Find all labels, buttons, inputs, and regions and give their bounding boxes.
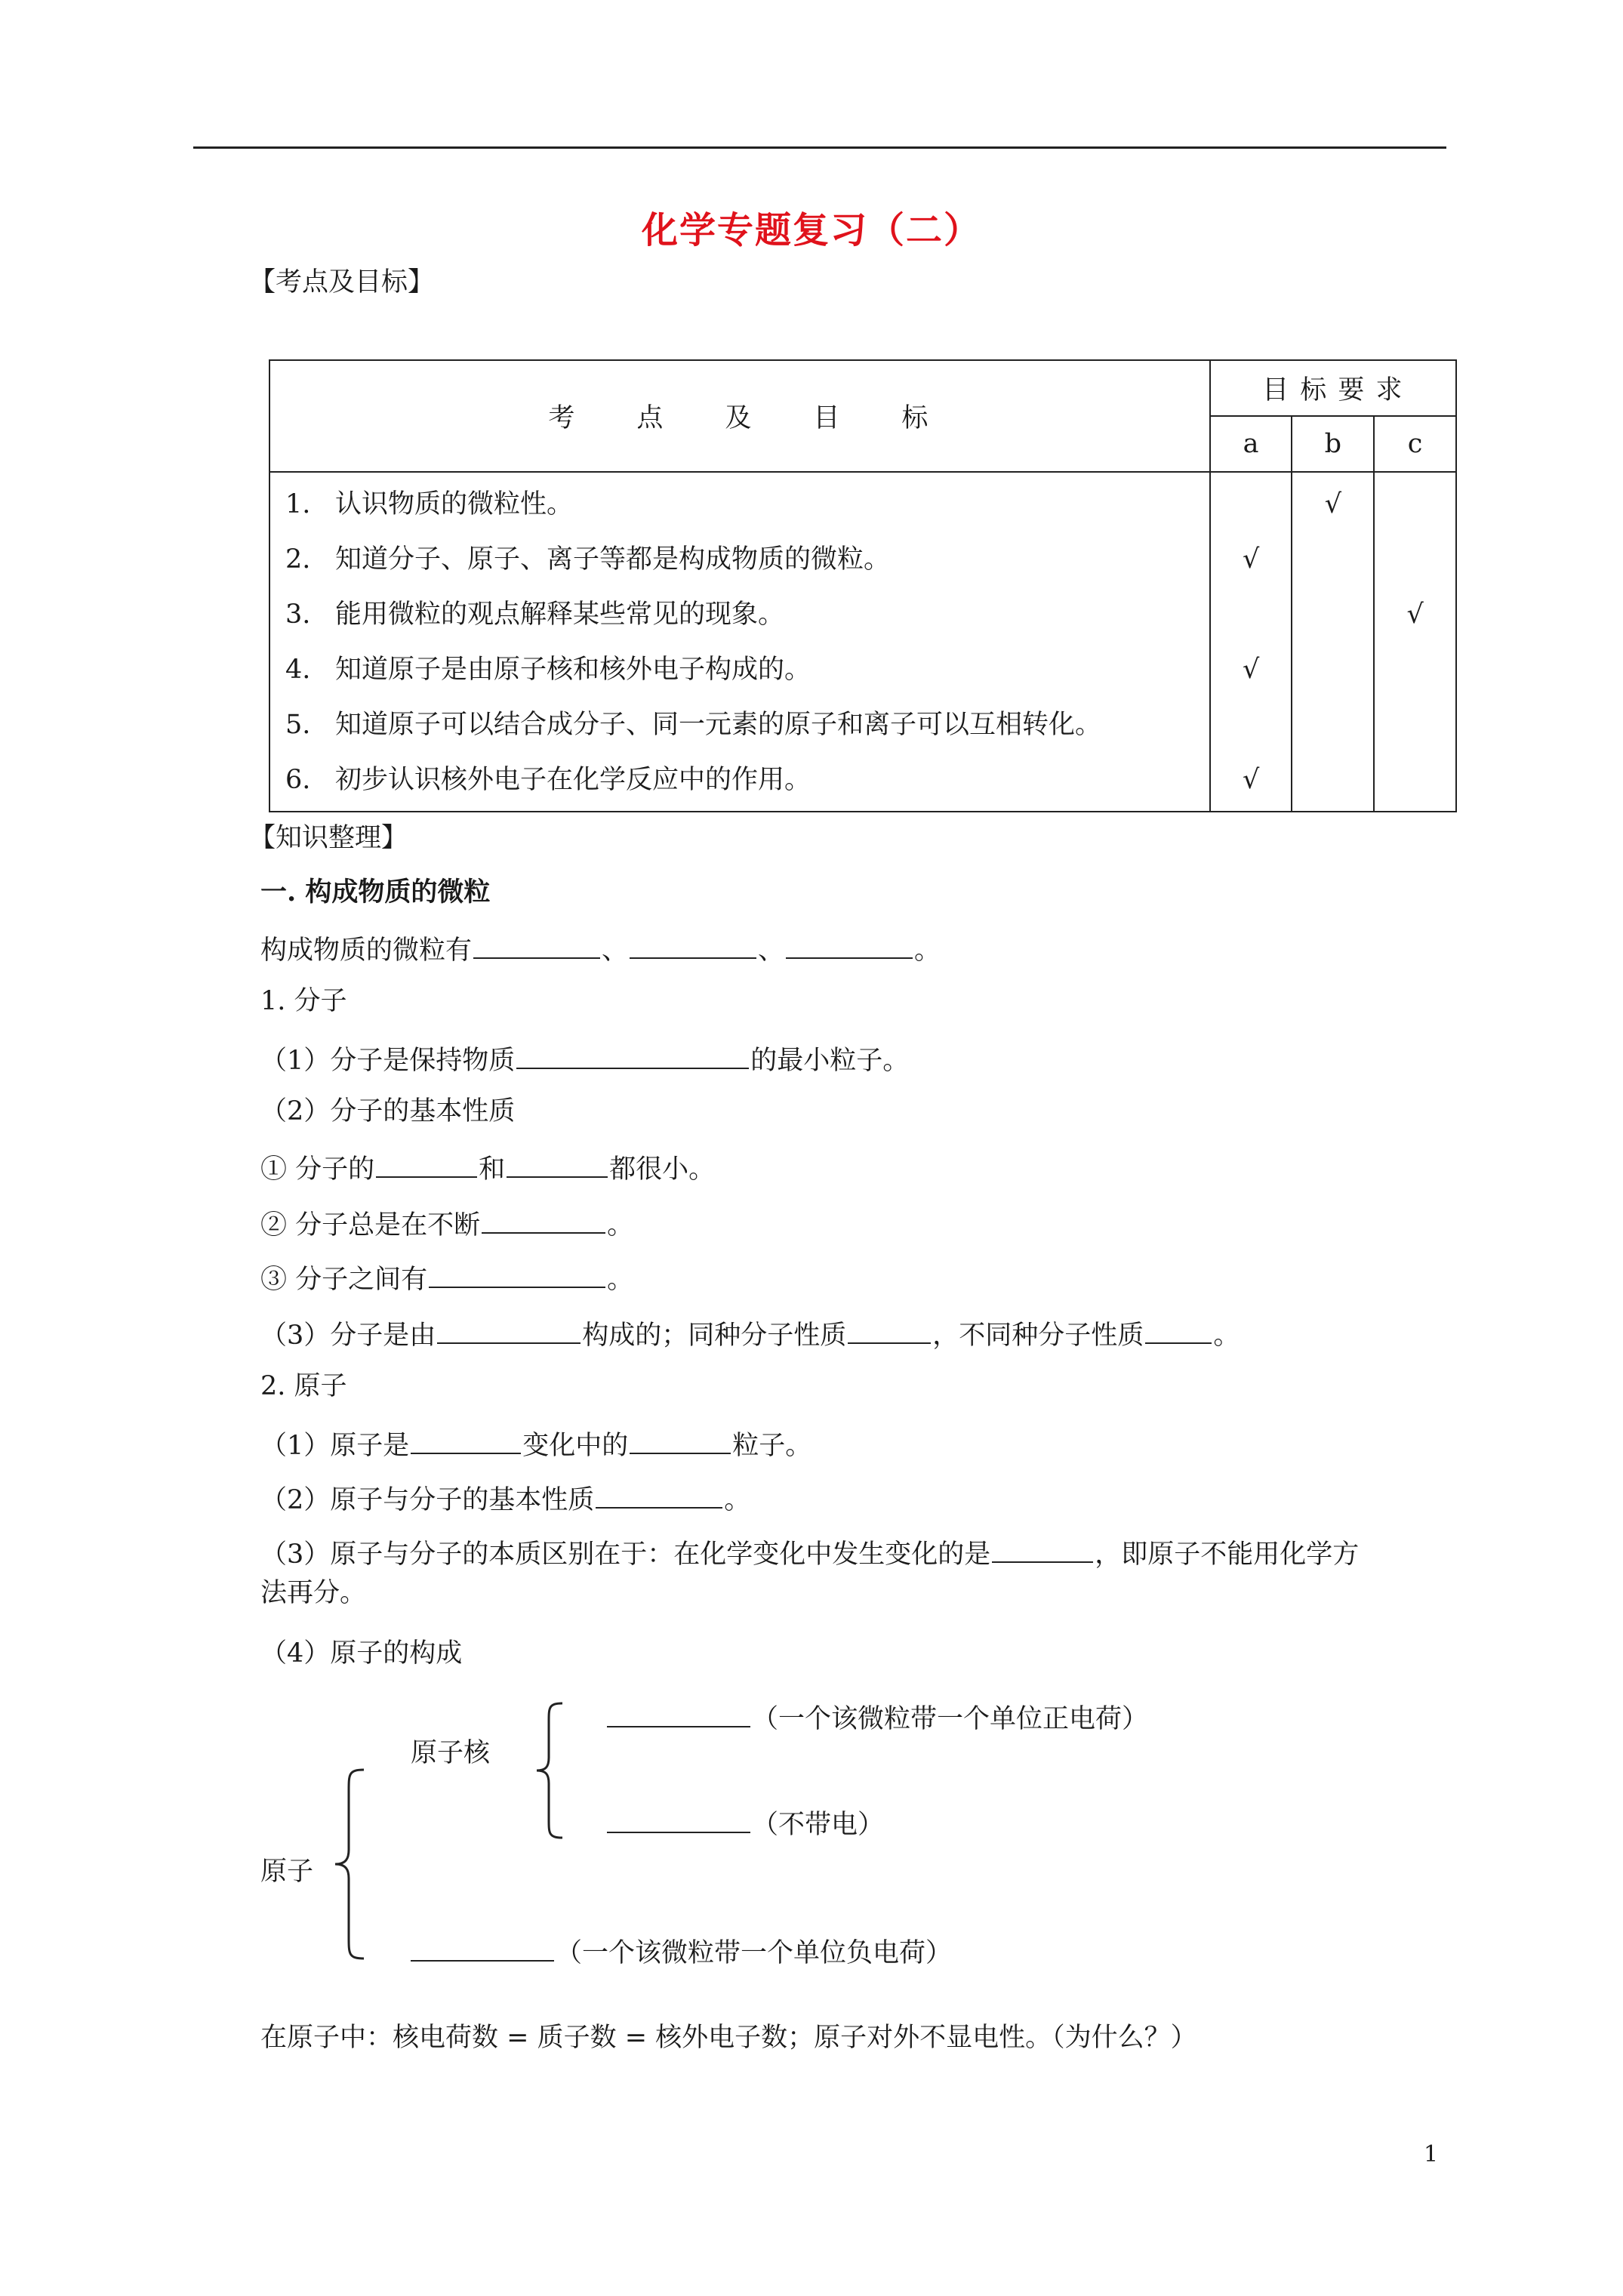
line-particles: 构成物质的微粒有 、 、 。: [260, 930, 941, 967]
header-rule: [193, 146, 1446, 149]
check-mark: [1292, 698, 1373, 753]
line-m2: （2）分子的基本性质: [260, 1096, 516, 1126]
check-mark: [1292, 587, 1373, 643]
nucleus-brace-icon: [532, 1699, 570, 1842]
check-mark: [1375, 532, 1455, 587]
objective-item: 4. 知道原子是由原子核和核外电子构成的。: [285, 655, 812, 685]
check-mark: √: [1406, 599, 1424, 630]
check-mark: [1211, 698, 1292, 753]
line-a4: （4）原子的构成: [260, 1638, 463, 1669]
neutron-line: （不带电）: [605, 1804, 884, 1841]
nucleus-label: 原子核: [411, 1738, 491, 1768]
atom-label: 原子: [260, 1857, 314, 1887]
fill-blank[interactable]: [507, 1149, 608, 1178]
col-a-header: a: [1210, 416, 1292, 472]
check-mark: √: [1324, 489, 1341, 519]
molecule-heading: 1. 分子: [260, 986, 347, 1016]
line-a1: （1）原子是 变化中的 粒子。: [260, 1425, 812, 1462]
objectives-list: [269, 472, 1210, 812]
line-p3: ③ 分子之间有 。: [260, 1259, 633, 1296]
line-a2: （2）原子与分子的基本性质 。: [260, 1480, 750, 1517]
fill-blank[interactable]: [429, 1259, 605, 1288]
part1-title: 一. 构成物质的微粒: [260, 877, 491, 908]
check-mark: √: [1242, 765, 1260, 795]
page-title: 化学专题复习（二）: [641, 209, 981, 251]
check-mark: [1375, 477, 1455, 532]
fill-blank[interactable]: [596, 1480, 722, 1509]
check-mark: [1375, 643, 1455, 698]
final-statement: 在原子中：核电荷数 = 质子数 = 核外电子数；原子对外不显电性。（为什么？）: [260, 2023, 1197, 2053]
fill-blank[interactable]: [607, 1804, 750, 1833]
check-mark: [1292, 532, 1373, 587]
objective-item: 6. 初步认识核外电子在化学反应中的作用。: [285, 765, 812, 795]
line-a3: （3）原子与分子的本质区别在于：在化学变化中发生变化的是 ，即原子不能用化学方: [260, 1534, 1359, 1571]
check-mark: [1375, 753, 1455, 808]
line-m3: （3）分子是由 构成的；同种分子性质 ，不同种分子性质 。: [260, 1315, 1240, 1352]
check-mark: √: [1242, 655, 1260, 685]
objective-item: 2. 知道分子、原子、离子等都是构成物质的微粒。: [285, 544, 891, 575]
section-knowledge-heading: 【知识整理】: [249, 823, 408, 853]
atom-brace-icon: [332, 1765, 370, 1963]
fill-blank[interactable]: [630, 930, 756, 959]
fill-blank[interactable]: [786, 930, 913, 959]
fill-blank[interactable]: [630, 1425, 731, 1454]
col-b-marks: [1292, 472, 1374, 812]
objective-item: 5. 知道原子可以结合成分子、同一元素的原子和离子可以互相转化。: [285, 710, 1102, 740]
line-m1: （1）分子是保持物质 的最小粒子。: [260, 1040, 909, 1077]
col-a-marks: [1210, 472, 1292, 812]
objective-item: 1. 认识物质的微粒性。: [285, 489, 574, 519]
check-mark: √: [1242, 544, 1260, 575]
fill-blank[interactable]: [516, 1040, 749, 1069]
line-a3-cont: 法再分。: [260, 1578, 367, 1608]
col-b-header: b: [1292, 416, 1374, 472]
objective-item: 3. 能用微粒的观点解释某些常见的现象。: [285, 599, 785, 630]
page-number: 1: [1424, 2141, 1439, 2168]
fill-blank[interactable]: [482, 1205, 605, 1234]
table-header-main: 考 点 及 目 标: [269, 360, 1210, 472]
fill-blank[interactable]: [437, 1315, 581, 1344]
electron-line: （一个该微粒带一个单位负电荷）: [409, 1933, 952, 1970]
fill-blank[interactable]: [473, 930, 600, 959]
section-objectives-heading: 【考点及目标】: [249, 267, 435, 297]
objectives-table: [269, 359, 1457, 812]
atom-heading: 2. 原子: [260, 1371, 347, 1401]
fill-blank[interactable]: [848, 1315, 931, 1344]
check-mark: [1211, 477, 1292, 532]
proton-line: （一个该微粒带一个单位正电荷）: [605, 1699, 1148, 1736]
fill-blank[interactable]: [607, 1699, 750, 1727]
line-p2: ② 分子总是在不断 。: [260, 1205, 633, 1242]
check-mark: [1211, 587, 1292, 643]
fill-blank[interactable]: [1145, 1315, 1212, 1344]
fill-blank[interactable]: [411, 1933, 554, 1962]
col-c-header: c: [1374, 416, 1456, 472]
fill-blank[interactable]: [411, 1425, 521, 1454]
table-header-requirements: 目 标 要 求: [1210, 360, 1456, 416]
check-mark: [1375, 698, 1455, 753]
line-p1: ① 分子的 和 都很小。: [260, 1149, 715, 1186]
col-c-marks: [1374, 472, 1456, 812]
check-mark: [1292, 753, 1373, 808]
fill-blank[interactable]: [992, 1534, 1093, 1563]
fill-blank[interactable]: [376, 1149, 477, 1178]
check-mark: [1292, 643, 1373, 698]
